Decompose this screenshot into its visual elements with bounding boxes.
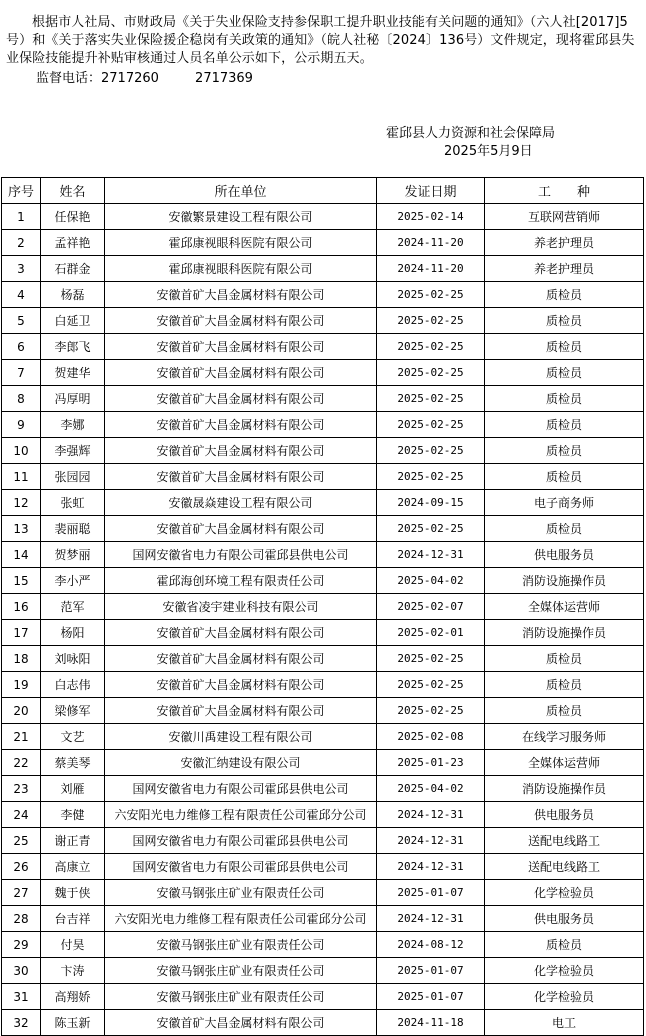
person-name: 梁修军 [41,698,105,724]
employer: 安徽马钢张庄矿业有限责任公司 [105,932,377,958]
row-index: 13 [2,516,41,542]
person-name: 裴丽聪 [41,516,105,542]
row-index: 3 [2,256,41,282]
cert-date: 2025-02-25 [377,308,485,334]
row-index: 12 [2,490,41,516]
occupation: 在线学习服务师 [485,724,644,750]
employer: 安徽马钢张庄矿业有限责任公司 [105,958,377,984]
employer: 安徽汇纳建设有限公司 [105,750,377,776]
table-row [2,854,644,880]
occupation: 全媒体运营师 [485,594,644,620]
cert-date: 2025-02-14 [377,204,485,230]
person-name: 贺建华 [41,360,105,386]
employer: 安徽首矿大昌金属材料有限公司 [105,516,377,542]
table-row [2,282,644,308]
employer: 安徽首矿大昌金属材料有限公司 [105,334,377,360]
employer: 安徽首矿大昌金属材料有限公司 [105,672,377,698]
person-name: 高翔娇 [41,984,105,1010]
occupation: 质检员 [485,412,644,438]
person-name: 冯厚明 [41,386,105,412]
table-row [2,958,644,984]
person-name: 蔡美琴 [41,750,105,776]
table-row [2,698,644,724]
occupation: 养老护理员 [485,256,644,282]
row-index: 16 [2,594,41,620]
person-name: 谢正青 [41,828,105,854]
table-row [2,568,644,594]
occupation: 质检员 [485,386,644,412]
occupation: 质检员 [485,646,644,672]
intro-paragraph: 根据市人社局、市财政局《关于失业保险支持参保职工提升职业技能有关问题的通知》（六人社[2017]5号）和《关于落实失业保险援企稳岗有关政策的通知》（皖人社秘〔2024〕136号）文件规定，现将霍邱县失业保险技能提升补贴审核通过人员名单公示如下，公示期五天。 [6,15,635,66]
table-row [2,1010,644,1036]
person-name: 任保艳 [41,204,105,230]
employer: 安徽首矿大昌金属材料有限公司 [105,282,377,308]
row-index: 10 [2,438,41,464]
person-name: 石群金 [41,256,105,282]
cert-date: 2024-09-15 [377,490,485,516]
table-row [2,204,644,230]
occupation: 质检员 [485,698,644,724]
person-name: 杨磊 [41,282,105,308]
row-index: 14 [2,542,41,568]
cert-date: 2024-12-31 [377,854,485,880]
cert-date: 2025-01-07 [377,880,485,906]
person-name: 高康立 [41,854,105,880]
employer: 安徽首矿大昌金属材料有限公司 [105,360,377,386]
employer: 安徽繁景建设工程有限公司 [105,204,377,230]
supervision-phone [36,70,259,88]
cert-date: 2025-02-25 [377,516,485,542]
occupation: 电工 [485,1010,644,1036]
header-occupation: 工 种 [485,178,644,204]
person-name: 杨阳 [41,620,105,646]
row-index: 21 [2,724,41,750]
person-name: 卞涛 [41,958,105,984]
occupation: 质检员 [485,360,644,386]
person-name: 刘咏阳 [41,646,105,672]
table-header-row [2,178,644,204]
person-name: 张园园 [41,464,105,490]
occupation: 消防设施操作员 [485,620,644,646]
row-index: 2 [2,230,41,256]
occupation: 供电服务员 [485,802,644,828]
cert-date: 2025-02-25 [377,282,485,308]
cert-date: 2025-02-01 [377,620,485,646]
person-name: 李健 [41,802,105,828]
cert-date: 2024-11-20 [377,230,485,256]
person-name: 李小严 [41,568,105,594]
table-row [2,386,644,412]
employer: 安徽首矿大昌金属材料有限公司 [105,698,377,724]
employer: 安徽首矿大昌金属材料有限公司 [105,646,377,672]
row-index: 29 [2,932,41,958]
phone-label: 监督电话：2717260 [36,71,159,86]
table-row [2,828,644,854]
person-name: 魏于侠 [41,880,105,906]
cert-date: 2024-12-31 [377,802,485,828]
person-name: 陈玉新 [41,1010,105,1036]
notice-intro [6,14,640,68]
header-cert-date: 发证日期 [377,178,485,204]
cert-date: 2024-08-12 [377,932,485,958]
person-name: 付昊 [41,932,105,958]
employer: 安徽省凌宇建业科技有限公司 [105,594,377,620]
employer: 安徽首矿大昌金属材料有限公司 [105,308,377,334]
occupation: 供电服务员 [485,906,644,932]
occupation: 质检员 [485,438,644,464]
table-row [2,412,644,438]
occupation: 全媒体运营师 [485,750,644,776]
employer: 六安阳光电力维修工程有限责任公司霍邱分公司 [105,802,377,828]
header-index: 序号 [2,178,41,204]
employer: 安徽首矿大昌金属材料有限公司 [105,412,377,438]
row-index: 5 [2,308,41,334]
cert-date: 2025-02-25 [377,646,485,672]
row-index: 20 [2,698,41,724]
row-index: 31 [2,984,41,1010]
table-row [2,308,644,334]
table-row [2,880,644,906]
employer: 国网安徽省电力有限公司霍邱县供电公司 [105,854,377,880]
person-name: 张虹 [41,490,105,516]
table-row [2,542,644,568]
occupation: 送配电线路工 [485,828,644,854]
employer: 安徽首矿大昌金属材料有限公司 [105,464,377,490]
cert-date: 2025-02-25 [377,698,485,724]
cert-date: 2025-02-25 [377,412,485,438]
row-index: 30 [2,958,41,984]
employer: 霍邱海创环境工程有限责任公司 [105,568,377,594]
occupation: 质检员 [485,308,644,334]
person-name: 孟祥艳 [41,230,105,256]
table-row [2,984,644,1010]
table-row [2,724,644,750]
cert-date: 2025-01-07 [377,958,485,984]
table-row [2,906,644,932]
issue-date: 2025年5月9日 [444,144,533,159]
cert-date: 2025-01-07 [377,984,485,1010]
table-row [2,360,644,386]
person-name: 刘雁 [41,776,105,802]
employer: 安徽首矿大昌金属材料有限公司 [105,1010,377,1036]
phone-number-2: 2717369 [195,71,253,86]
occupation: 养老护理员 [485,230,644,256]
occupation: 化学检验员 [485,958,644,984]
row-index: 9 [2,412,41,438]
table-row [2,776,644,802]
table-row [2,620,644,646]
person-name: 文艺 [41,724,105,750]
cert-date: 2025-02-25 [377,334,485,360]
employer: 六安阳光电力维修工程有限责任公司霍邱分公司 [105,906,377,932]
person-name: 范军 [41,594,105,620]
cert-date: 2024-11-18 [377,1010,485,1036]
cert-date: 2025-02-25 [377,438,485,464]
occupation: 消防设施操作员 [485,568,644,594]
occupation: 互联网营销师 [485,204,644,230]
cert-date: 2025-02-25 [377,464,485,490]
row-index: 15 [2,568,41,594]
cert-date: 2025-04-02 [377,776,485,802]
employer: 国网安徽省电力有限公司霍邱县供电公司 [105,542,377,568]
row-index: 8 [2,386,41,412]
occupation: 供电服务员 [485,542,644,568]
row-index: 1 [2,204,41,230]
person-name: 白延卫 [41,308,105,334]
occupation: 质检员 [485,672,644,698]
employer: 安徽首矿大昌金属材料有限公司 [105,620,377,646]
occupation: 质检员 [485,516,644,542]
table-row [2,464,644,490]
occupation: 化学检验员 [485,880,644,906]
occupation: 质检员 [485,464,644,490]
table-row [2,334,644,360]
table-row [2,594,644,620]
row-index: 27 [2,880,41,906]
table-row [2,750,644,776]
occupation: 消防设施操作员 [485,776,644,802]
occupation: 质检员 [485,282,644,308]
employer: 安徽马钢张庄矿业有限责任公司 [105,880,377,906]
cert-date: 2024-11-20 [377,256,485,282]
cert-date: 2025-02-08 [377,724,485,750]
employer: 安徽首矿大昌金属材料有限公司 [105,386,377,412]
person-name: 李郎飞 [41,334,105,360]
employer: 安徽首矿大昌金属材料有限公司 [105,438,377,464]
approved-list-table [1,177,644,1036]
row-index: 28 [2,906,41,932]
employer: 国网安徽省电力有限公司霍邱县供电公司 [105,828,377,854]
cert-date: 2025-02-25 [377,672,485,698]
row-index: 23 [2,776,41,802]
cert-date: 2024-12-31 [377,828,485,854]
cert-date: 2025-02-25 [377,386,485,412]
table-row [2,802,644,828]
occupation: 化学检验员 [485,984,644,1010]
occupation: 电子商务师 [485,490,644,516]
row-index: 32 [2,1010,41,1036]
employer: 安徽川禹建设工程有限公司 [105,724,377,750]
person-name: 白志伟 [41,672,105,698]
row-index: 26 [2,854,41,880]
row-index: 24 [2,802,41,828]
person-name: 李强辉 [41,438,105,464]
cert-date: 2025-02-07 [377,594,485,620]
row-index: 22 [2,750,41,776]
occupation: 质检员 [485,932,644,958]
employer: 安徽晟焱建设工程有限公司 [105,490,377,516]
employer: 安徽马钢张庄矿业有限责任公司 [105,984,377,1010]
cert-date: 2024-12-31 [377,542,485,568]
cert-date: 2025-01-23 [377,750,485,776]
table-row [2,932,644,958]
person-name: 贺梦丽 [41,542,105,568]
occupation: 送配电线路工 [485,854,644,880]
cert-date: 2024-12-31 [377,906,485,932]
header-name: 姓名 [41,178,105,204]
table-row [2,230,644,256]
employer: 霍邱康视眼科医院有限公司 [105,256,377,282]
table-row [2,672,644,698]
row-index: 25 [2,828,41,854]
row-index: 7 [2,360,41,386]
person-name: 台吉祥 [41,906,105,932]
table-row [2,646,644,672]
employer: 国网安徽省电力有限公司霍邱县供电公司 [105,776,377,802]
row-index: 6 [2,334,41,360]
table-row [2,490,644,516]
table-body [2,204,644,1036]
occupation: 质检员 [485,334,644,360]
table-row [2,256,644,282]
row-index: 18 [2,646,41,672]
row-index: 19 [2,672,41,698]
cert-date: 2025-04-02 [377,568,485,594]
table-row [2,438,644,464]
employer: 霍邱康视眼科医院有限公司 [105,230,377,256]
table-row [2,516,644,542]
person-name: 李娜 [41,412,105,438]
row-index: 11 [2,464,41,490]
row-index: 4 [2,282,41,308]
header-employer: 所在单位 [105,178,377,204]
cert-date: 2025-02-25 [377,360,485,386]
issuer-name: 霍邱县人力资源和社会保障局 [386,126,556,141]
row-index: 17 [2,620,41,646]
